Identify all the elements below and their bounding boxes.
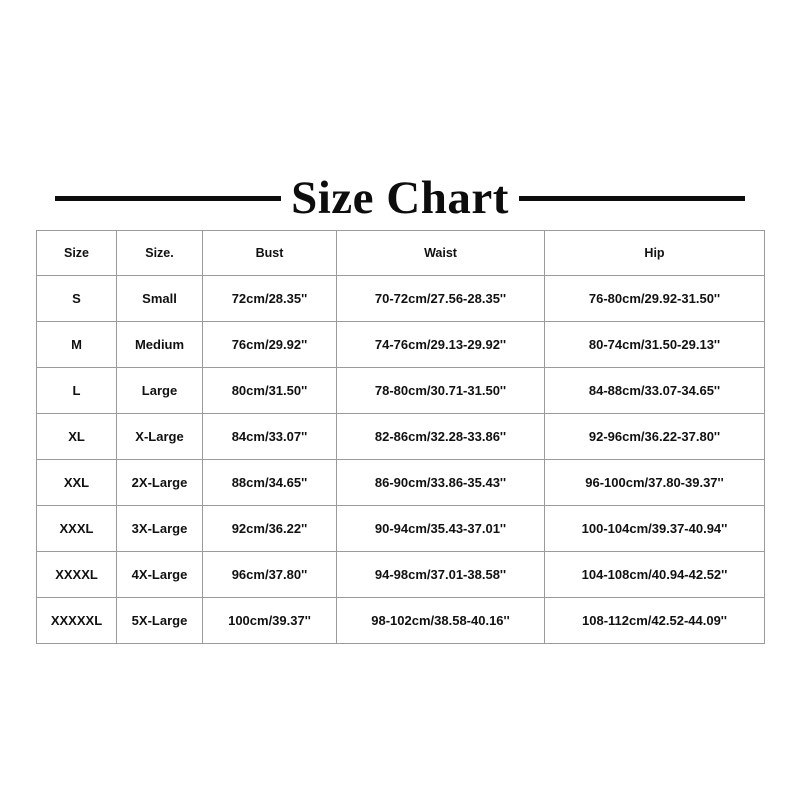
cell-bust: 72cm/28.35'' [203,276,337,322]
table-row [37,276,765,322]
chart-title-block [0,168,800,228]
cell-hip: 96-100cm/37.80-39.37'' [545,460,765,506]
cell-bust: 92cm/36.22'' [203,506,337,552]
cell-size-name: 5X-Large [117,598,203,644]
cell-waist: 94-98cm/37.01-38.58'' [337,552,545,598]
cell-hip: 80-74cm/31.50-29.13'' [545,322,765,368]
cell-size: L [37,368,117,414]
cell-waist: 74-76cm/29.13-29.92'' [337,322,545,368]
table-row [37,460,765,506]
table-header [37,231,765,276]
size-chart-table-wrap [36,230,764,644]
cell-size-name: 3X-Large [117,506,203,552]
cell-size: XL [37,414,117,460]
cell-size: S [37,276,117,322]
column-header-bust: Bust [203,231,337,276]
cell-size-name: 4X-Large [117,552,203,598]
cell-hip: 76-80cm/29.92-31.50'' [545,276,765,322]
title-rule-left [55,196,281,201]
table-row [37,552,765,598]
table-row [37,322,765,368]
table-row [37,506,765,552]
cell-waist: 82-86cm/32.28-33.86'' [337,414,545,460]
table-row [37,598,765,644]
column-header-size-name: Size. [117,231,203,276]
cell-bust: 76cm/29.92'' [203,322,337,368]
cell-hip: 104-108cm/40.94-42.52'' [545,552,765,598]
cell-size-name: Large [117,368,203,414]
cell-bust: 84cm/33.07'' [203,414,337,460]
cell-hip: 84-88cm/33.07-34.65'' [545,368,765,414]
cell-waist: 90-94cm/35.43-37.01'' [337,506,545,552]
cell-size-name: Medium [117,322,203,368]
cell-size: M [37,322,117,368]
cell-bust: 80cm/31.50'' [203,368,337,414]
table-row [37,368,765,414]
size-chart-table [36,230,765,644]
cell-hip: 108-112cm/42.52-44.09'' [545,598,765,644]
cell-waist: 98-102cm/38.58-40.16'' [337,598,545,644]
cell-hip: 100-104cm/39.37-40.94'' [545,506,765,552]
cell-bust: 88cm/34.65'' [203,460,337,506]
title-rule-right [519,196,745,201]
cell-size-name: Small [117,276,203,322]
cell-size: XXXL [37,506,117,552]
cell-bust: 96cm/37.80'' [203,552,337,598]
column-header-waist: Waist [337,231,545,276]
page-title: Size Chart [291,171,509,224]
cell-waist: 86-90cm/33.86-35.43'' [337,460,545,506]
cell-size: XXXXXL [37,598,117,644]
column-header-size: Size [37,231,117,276]
cell-size-name: 2X-Large [117,460,203,506]
table-row [37,414,765,460]
table-body [37,276,765,644]
cell-bust: 100cm/39.37'' [203,598,337,644]
cell-waist: 78-80cm/30.71-31.50'' [337,368,545,414]
cell-size: XXXXL [37,552,117,598]
column-header-hip: Hip [545,231,765,276]
cell-size: XXL [37,460,117,506]
cell-size-name: X-Large [117,414,203,460]
cell-hip: 92-96cm/36.22-37.80'' [545,414,765,460]
table-header-row [37,231,765,276]
cell-waist: 70-72cm/27.56-28.35'' [337,276,545,322]
